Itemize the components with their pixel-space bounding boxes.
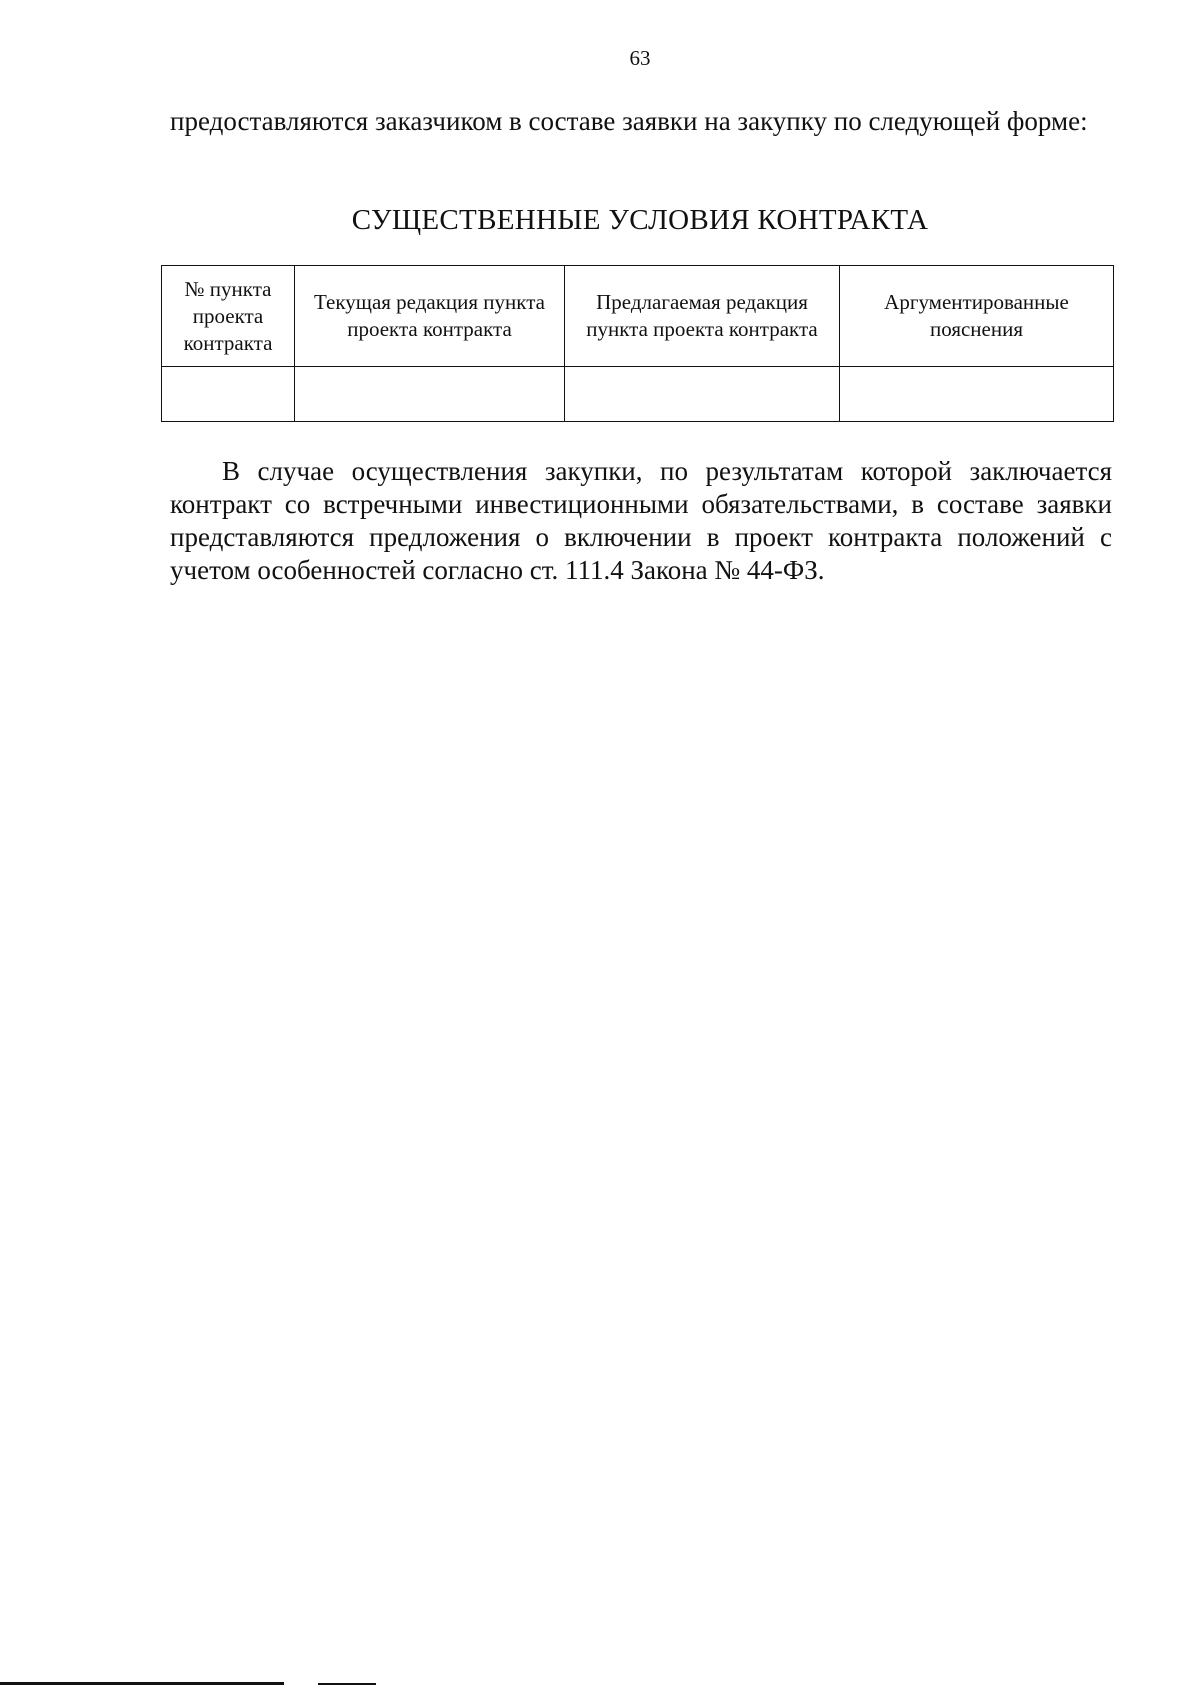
column-header-current-wording: Текущая редакция пункта проекта контракта [295,266,565,367]
table-cell [295,367,565,422]
table-cell [162,367,295,422]
table-cell [565,367,840,422]
contract-terms-table [161,265,1114,422]
column-header-justification: Аргументированные пояснения [840,266,1114,367]
table-cell [840,367,1114,422]
column-header-item-number: № пункта проекта контракта [162,266,295,367]
footer-rule-short [318,1683,376,1685]
table-row [162,367,1114,422]
column-header-proposed-wording: Предлагаемая редакция пункта проекта контракта [565,266,840,367]
intro-paragraph: предоставляются заказчиком в составе заявки на закупку по следующей форме: [170,106,1088,136]
page-number: 63 [629,46,651,70]
body-paragraph: В случае осуществления закупки, по результатам которой заключается контракт со встречными инвестиционными обязательствами, в составе заявки представляются предложения о включении в проект контракта положений с учетом особенностей согласно ст. 111.4 Закона № 44-ФЗ. [170,456,1112,585]
form-title: СУЩЕСТВЕННЫЕ УСЛОВИЯ КОНТРАКТА [351,204,929,236]
table-header-row [162,266,1114,367]
footer-rule [0,1682,284,1685]
